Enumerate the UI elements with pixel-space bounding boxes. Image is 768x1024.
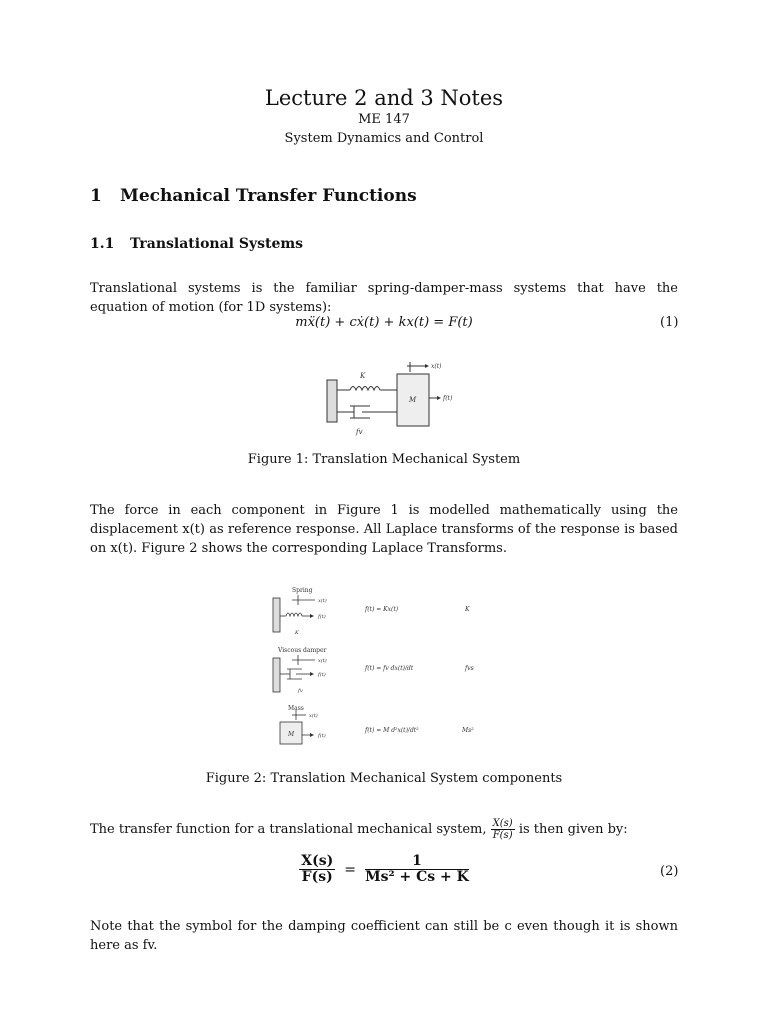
equation-motion: mẍ(t) + cẋ(t) + kx(t) = F(t) [295, 315, 473, 330]
rhs-numerator: 1 [365, 854, 469, 870]
spring-x-label: x(t) [318, 598, 327, 604]
inline-fraction [491, 818, 515, 841]
arrow-right-icon [425, 364, 429, 368]
fv-label: fv [356, 428, 363, 436]
wall-icon [327, 380, 337, 422]
paragraph-transfer [90, 818, 678, 841]
transfer-text-after: is then given by: [518, 822, 628, 837]
rhs-fraction [365, 854, 469, 885]
spring-component-icon [286, 613, 302, 616]
row-name-spring: Spring [292, 587, 313, 594]
section-heading [90, 186, 417, 206]
row-name-mass: Mass [288, 705, 304, 712]
paragraph-components: The force in each component in Figure 1 is modelled mathematically using the displacement x(t) as reference response. All Laplace transforms of the response is based on x(t). Figure 2 shows the corresponding Laplace Transforms. [90, 503, 678, 556]
paragraph-intro: Translational systems is the familiar spring-damper-mass systems that have the equation of motion (for 1D systems): [90, 281, 678, 315]
equation-number-1: (1) [660, 315, 679, 330]
mass-equation: f(t) = M d²x(t)/dt² [365, 727, 419, 734]
subsection-title: Translational Systems [130, 236, 304, 252]
course-subtitle: System Dynamics and Control [284, 131, 484, 146]
equals-sign: = [344, 861, 357, 878]
f-label: f(t) [443, 395, 452, 402]
figure-2-caption: Figure 2: Translation Mechanical System components [205, 771, 563, 786]
k-label: K [360, 372, 366, 380]
damper-laplace: fvs [465, 665, 474, 672]
equation-number-2: (2) [660, 864, 679, 879]
lhs-fraction [299, 854, 335, 885]
mass-m-label: M [288, 731, 295, 738]
figure-1-diagram [322, 358, 452, 440]
spring-icon [350, 387, 380, 391]
page-title: Lecture 2 and 3 Notes [264, 86, 504, 110]
spring-equation: f(t) = Kx(t) [365, 606, 399, 613]
inline-frac-num: X(s) [492, 818, 513, 829]
spring-k-label: K [295, 630, 299, 636]
rhs-denominator: Ms² + Cs + K [365, 869, 469, 885]
section-title: Mechanical Transfer Functions [120, 186, 417, 206]
equation-transfer [0, 854, 768, 885]
subsection-heading [90, 236, 303, 252]
row-name-damper: Viscous damper [278, 647, 327, 654]
damper-equation: f(t) = fv dx(t)/dt [365, 665, 414, 672]
subsection-number: 1.1 [90, 236, 115, 252]
figure-2-diagram [270, 584, 496, 756]
mass-x-label: x(t) [309, 713, 318, 719]
inline-frac-den: F(s) [492, 830, 513, 841]
damper-f-label: f(t) [318, 672, 326, 678]
lhs-numerator: X(s) [301, 853, 334, 869]
lhs-denominator: F(s) [301, 869, 333, 885]
course-code: ME 147 [358, 112, 410, 127]
paragraph-note: Note that the symbol for the damping coefficient can still be c even though it is shown here as fv. [90, 919, 678, 953]
mass-f-label: f(t) [318, 733, 326, 739]
section-number: 1 [90, 186, 102, 206]
spring-f-label: f(t) [318, 614, 326, 620]
damper-fv-label: fv [298, 688, 303, 694]
transfer-text-before: The transfer function for a translational mechanical system, [90, 822, 487, 837]
mass-label: M [409, 396, 417, 404]
spring-laplace: K [465, 606, 470, 613]
force-arrow-icon [437, 396, 441, 400]
mass-laplace: Ms² [462, 727, 474, 734]
x-label: x(t) [431, 363, 442, 370]
damper-x-label: x(t) [318, 658, 327, 664]
figure-1-caption: Figure 1: Translation Mechanical System [247, 452, 521, 467]
